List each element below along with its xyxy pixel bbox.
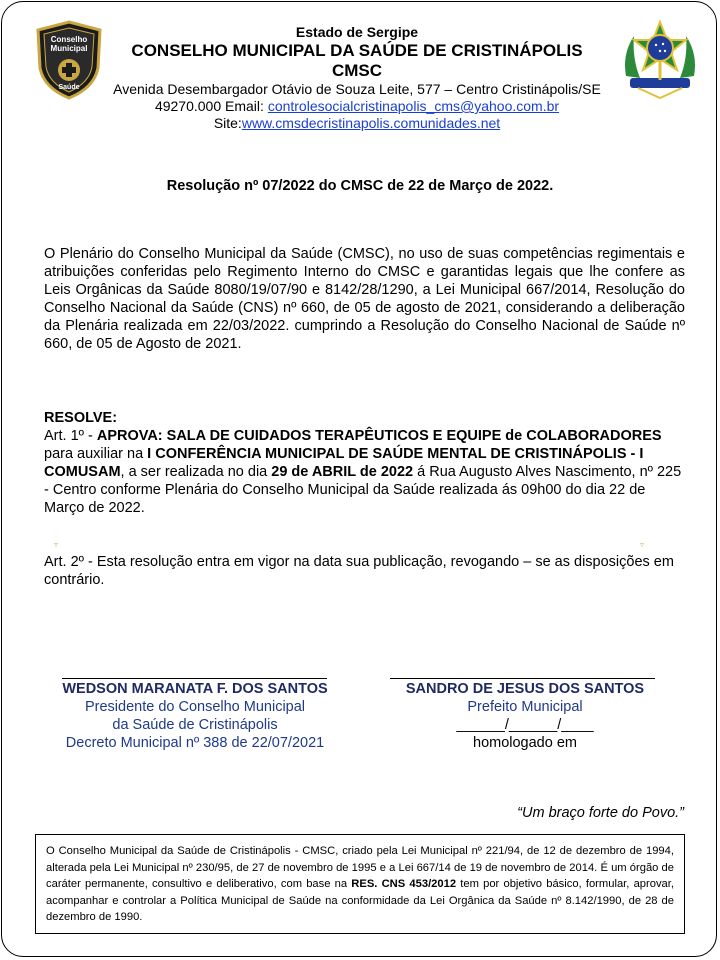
art1-approval: APROVA: SALA DE CUIDADOS TERAPÊUTICOS E EQUIPE de COLABORADORES [96, 428, 662, 444]
postal-email-line [92, 98, 622, 115]
email-link[interactable]: controlesocialcristinapolis_cms@yahoo.com.br [267, 98, 560, 114]
postal-code: 49270.000 Email: [154, 98, 268, 114]
signature-president [30, 680, 360, 752]
letterhead [92, 24, 622, 132]
art1-text-1: para auxiliar na [44, 446, 148, 462]
signature-line-right [390, 678, 655, 679]
art1-conference: I CONFERÊNCIA MUNICIPAL DE SAÚDE MENTAL DE CRISTINÁPOLIS - I COMUSAM [44, 446, 644, 480]
art1-text-3: á Rua Augusto Alves Nascimento, nº 225 - Centro conforme Plenária do Conselho Municipal da Saúde realizada ás 09h00 do dia 22 de Março de 2022. [44, 464, 682, 516]
logo-text-3: Saúde [58, 84, 80, 91]
article-2: Art. 2º - Esta resolução entra em vigor na data sua publicação, revogando – se as disposições em contrário. [44, 554, 674, 588]
site-link[interactable]: www.cmsdecristinapolis.comunidades.net [241, 115, 501, 131]
preamble-paragraph: O Plenário do Conselho Municipal da Saúde (CMSC), no uso de suas competências regimentais e atribuições conferidas pelo Regimento Interno do CMSC e garantidas legais que lhe confere as Leis Orgânicas da Saúde 8080/19/07/90 e 8142/28/1290, a Lei Municipal 667/2014, Resolução do Conselho Nacional da Saúde (CNS) nº 660, de 05 de agosto de 2021, considerando a deliberação da Plenária realizada em 22/03/2022. cumprindo a Resolução do Conselho Nacional de Saúde nº 660, de 05 de Agosto de 2021. [44, 246, 685, 352]
footer-text-1: O Conselho Municipal da Saúde de Cristinápolis - CMSC, criado pela Lei Municipal nº 221/94, de 12 de dezembro de 1994, alterada pela Lei Municipal nº 230/95, de 27 de novembro de 1995 e a Lei 667/14 de 19 de novembro de 2014. É um órgão de caráter permanente, consultivo e deliberativo, com base na [46, 845, 674, 890]
president-role-2: da Saúde de Cristinápolis [112, 717, 278, 733]
homologated-label: homologado em [473, 735, 577, 751]
homologation-date-blank: ______/______/____ [456, 717, 594, 733]
site-label: Site: [213, 115, 242, 131]
footer-text-2: tem por objetivo básico, formular, aprovar, acompanhar e controlar a Política Municipal de Saúde na conformidade da Lei Orgânica da Saúde nº 8.142/1990, de 28 de dezembro de 1990. [46, 878, 674, 923]
resolve-heading: RESOLVE: [44, 410, 118, 426]
decorative-mark: ▿ [54, 540, 59, 549]
art1-prefix: Art. 1º - [44, 428, 97, 444]
state-name: Estado de Sergipe [295, 24, 419, 40]
president-name: WEDSON MARANATA F. DOS SANTOS [62, 681, 328, 697]
resolution-title: Resolução nº 07/2022 do CMSC de 22 de Março de 2022. [166, 178, 554, 194]
site-line [92, 115, 622, 132]
address-line: Avenida Desembargador Otávio de Souza Leite, 577 – Centro Cristinápolis/SE [113, 81, 601, 97]
president-role-1: Presidente do Conselho Municipal [84, 699, 306, 715]
footer-note [35, 834, 685, 934]
mayor-name: SANDRO DE JESUS DOS SANTOS [405, 681, 645, 697]
brazil-coat-of-arms-icon [618, 18, 702, 102]
motto: “Um braço forte do Povo.” [517, 805, 684, 821]
council-name: CONSELHO MUNICIPAL DA SAÚDE DE CRISTINÁPOLIS [131, 41, 583, 60]
footer-reference: RES. CNS 453/2012 [351, 878, 457, 890]
president-decree: Decreto Municipal nº 388 de 22/07/2021 [65, 735, 325, 751]
mayor-role: Prefeito Municipal [467, 699, 583, 715]
decorative-mark: ▿ [640, 540, 645, 549]
logo-text-2: Municipal [50, 44, 88, 53]
art1-text-2: , a ser realizada no dia [120, 464, 272, 480]
signature-mayor [360, 680, 690, 752]
article-1 [44, 427, 685, 517]
council-abbreviation: CMSC [331, 61, 383, 80]
art1-date: 29 de ABRIL de 2022 [271, 464, 414, 480]
logo-text-1: Conselho [50, 35, 88, 44]
signature-line-left [62, 678, 327, 679]
